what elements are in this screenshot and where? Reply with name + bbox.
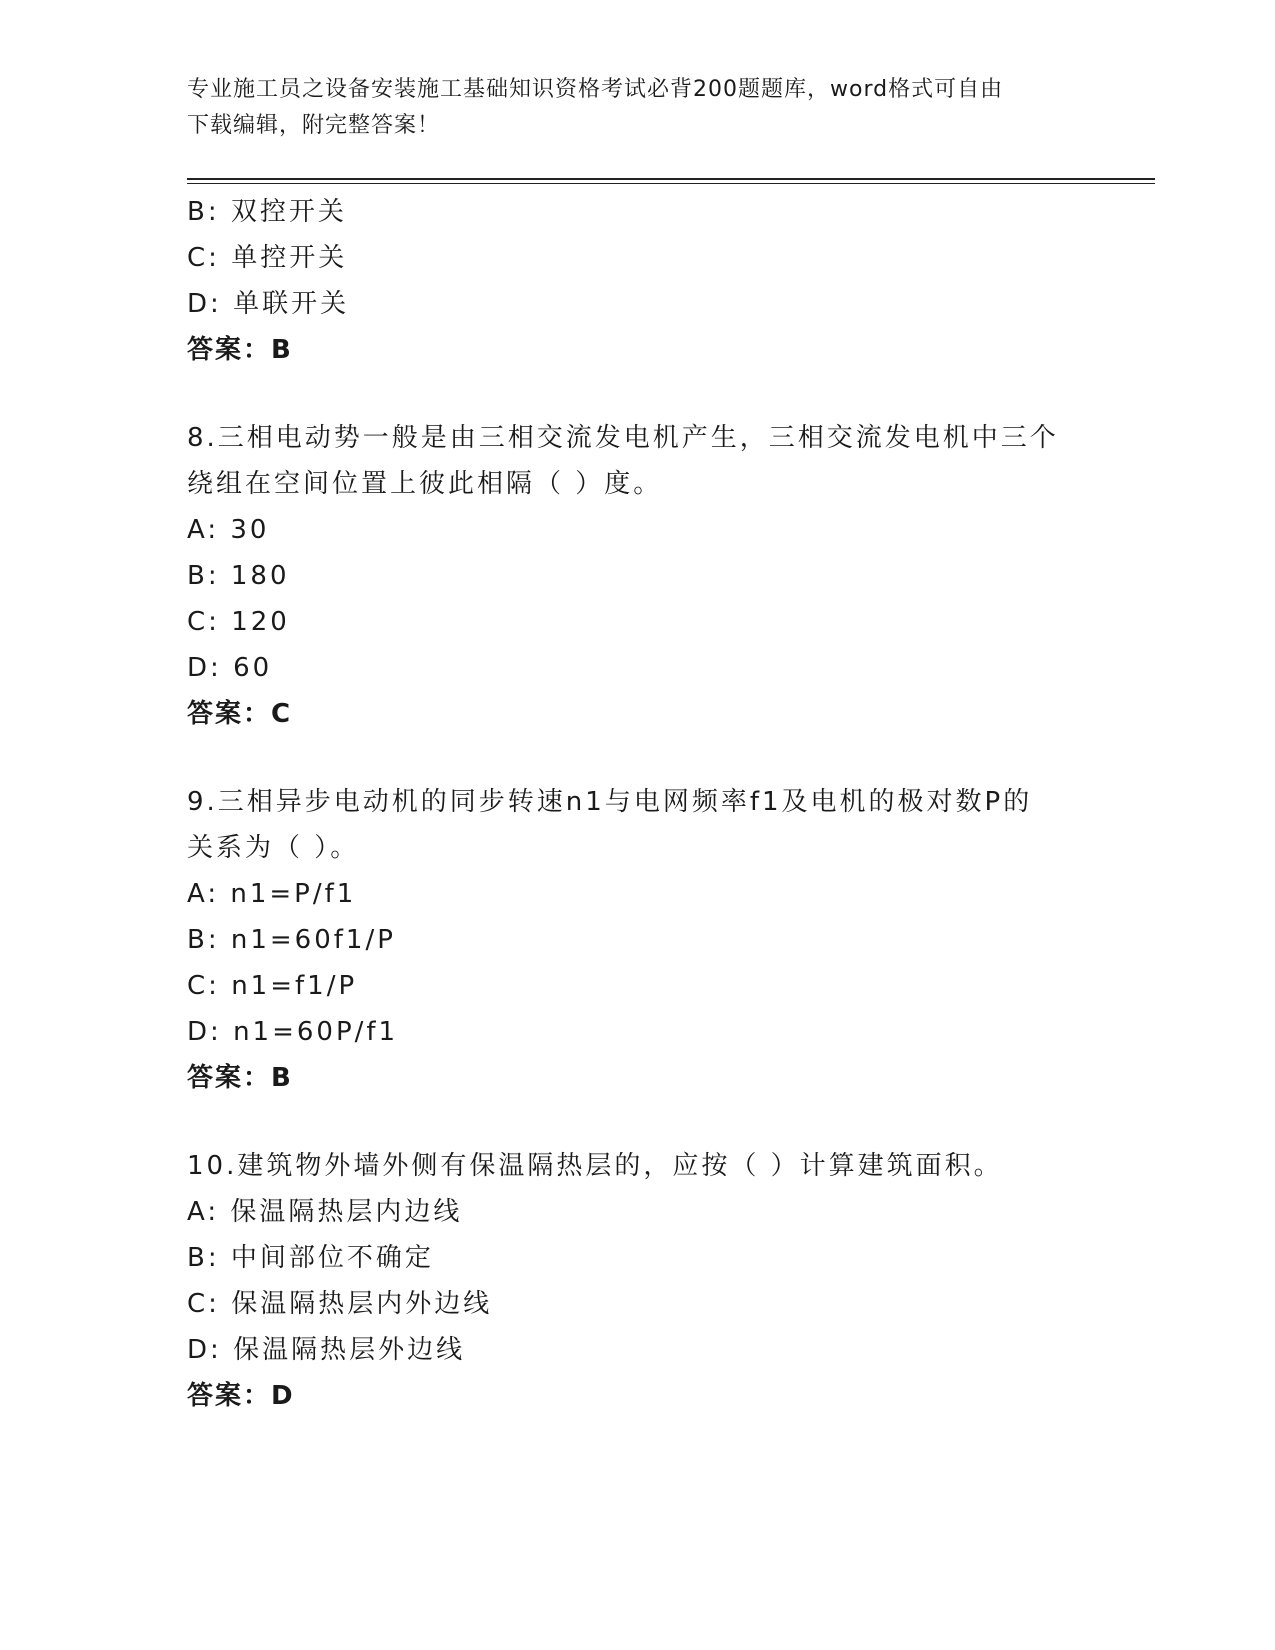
option-key: A: [187, 515, 208, 545]
question-text-line-1: 8.三相电动势一般是由三相交流发电机产生，三相交流发电机中三个: [187, 423, 1059, 453]
question-text-line-2: 绕组在空间位置上彼此相隔（ ）度。: [187, 469, 663, 499]
option-text: 保温隔热层内外边线: [231, 1289, 493, 1319]
question-block-10: [187, 1143, 1087, 1419]
option-separator: :: [207, 879, 231, 909]
option-text: 中间部位不确定: [230, 1243, 434, 1273]
spacer: [187, 373, 1087, 415]
option-text: n1=P/f1: [230, 879, 357, 909]
option-separator: :: [207, 1197, 231, 1227]
header-line-1: 专业施工员之设备安装施工基础知识资格考试必背200题题库，word格式可自由: [187, 77, 1004, 102]
option-separator: :: [208, 1289, 232, 1319]
option-text: n1=60P/f1: [233, 1017, 399, 1047]
option-line: [187, 599, 1087, 645]
option-key: B: [187, 1243, 208, 1273]
option-separator: :: [208, 607, 232, 637]
option-separator: :: [208, 971, 232, 1001]
document-header: [187, 72, 1067, 144]
spacer: [187, 737, 1087, 779]
option-key: C: [187, 1289, 209, 1319]
option-line: [187, 1189, 1087, 1235]
option-text: 双控开关: [230, 197, 347, 227]
question-text-line-1: 9.三相异步电动机的同步转速n1与电网频率f1及电机的极对数P的: [187, 787, 1033, 817]
option-text: 60: [233, 653, 273, 683]
option-line: [187, 1327, 1087, 1373]
option-text: 单联开关: [233, 289, 350, 319]
option-text: n1=60f1/P: [230, 925, 396, 955]
answer-line: 答案：B: [187, 335, 293, 365]
option-separator: :: [207, 1243, 231, 1273]
option-separator: :: [207, 561, 231, 591]
answer-line: 答案：D: [187, 1381, 295, 1411]
question-block-9: [187, 779, 1087, 1101]
question-block-8: [187, 415, 1087, 737]
option-key: C: [187, 243, 209, 273]
question-block-7: [187, 189, 1087, 373]
option-key: A: [187, 879, 208, 909]
question-text-line-1: 10.建筑物外墙外侧有保温隔热层的，应按（ ）计算建筑面积。: [187, 1151, 1003, 1181]
header-divider-thin: [187, 183, 1155, 184]
option-text: 180: [230, 561, 290, 591]
option-line: [187, 189, 1087, 235]
option-line: [187, 871, 1087, 917]
option-separator: :: [210, 1017, 234, 1047]
option-separator: :: [207, 515, 231, 545]
option-key: D: [187, 289, 211, 319]
option-line: [187, 507, 1087, 553]
option-separator: :: [210, 1335, 234, 1365]
option-text: 单控开关: [231, 243, 348, 273]
option-text: 30: [230, 515, 270, 545]
answer-line: 答案：B: [187, 1063, 293, 1093]
option-separator: :: [210, 289, 234, 319]
option-line: [187, 1235, 1087, 1281]
option-text: 保温隔热层内边线: [230, 1197, 463, 1227]
option-line: [187, 645, 1087, 691]
option-text: n1=f1/P: [231, 971, 358, 1001]
answer-line: 答案：C: [187, 699, 293, 729]
option-line: [187, 963, 1087, 1009]
option-key: C: [187, 607, 209, 637]
header-line-2: 下载编辑，附完整答案！: [187, 113, 441, 138]
option-separator: :: [210, 653, 234, 683]
question-content: [187, 189, 1087, 1419]
option-line: [187, 553, 1087, 599]
option-separator: :: [207, 197, 231, 227]
option-line: [187, 235, 1087, 281]
header-divider-thick: [187, 178, 1155, 180]
question-text-line-2: 关系为（ ）。: [187, 833, 360, 863]
option-key: D: [187, 1335, 211, 1365]
option-text: 保温隔热层外边线: [233, 1335, 466, 1365]
option-key: C: [187, 971, 209, 1001]
option-key: B: [187, 197, 208, 227]
option-separator: :: [207, 925, 231, 955]
option-separator: :: [208, 243, 232, 273]
option-line: [187, 1009, 1087, 1055]
option-line: [187, 917, 1087, 963]
option-key: D: [187, 1017, 211, 1047]
option-key: B: [187, 561, 208, 591]
option-line: [187, 281, 1087, 327]
option-key: A: [187, 1197, 208, 1227]
spacer: [187, 1101, 1087, 1143]
option-key: D: [187, 653, 211, 683]
option-line: [187, 1281, 1087, 1327]
option-text: 120: [231, 607, 290, 637]
option-key: B: [187, 925, 208, 955]
